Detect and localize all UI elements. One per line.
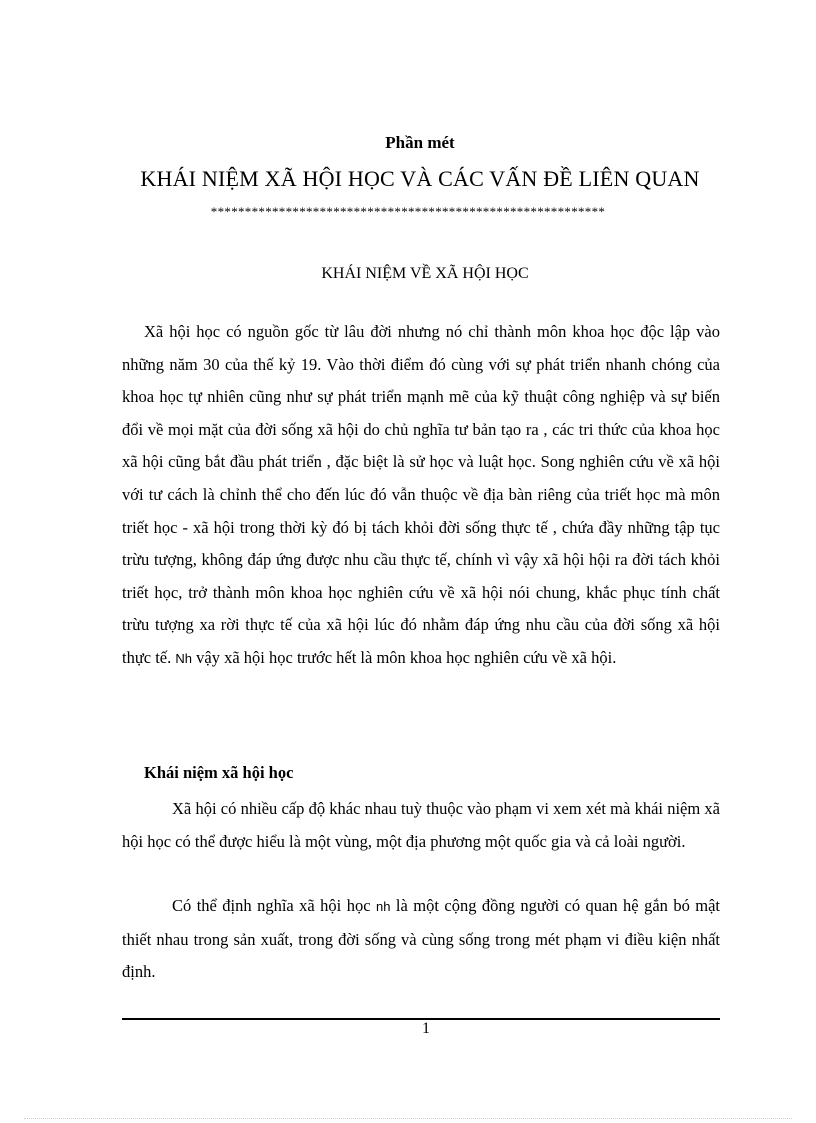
page-edge-dotted-line	[24, 1118, 792, 1119]
paragraph-origin-tail: vậy xã hội học trước hết là môn khoa học nghiên cứu về xã hội.	[196, 647, 617, 667]
part-label: Phần mét	[385, 133, 455, 152]
asterisk-separator: **********************************************************	[210, 204, 606, 219]
main-title: KHÁI NIỆM XÃ HỘI HỌC VÀ CÁC VẤN ĐỀ LIÊN QUAN	[140, 166, 700, 191]
paragraph-definition	[122, 890, 720, 989]
section-heading: KHÁI NIỆM VỀ XÃ HỘI HỌC	[321, 265, 529, 282]
paragraph-definition-tail: là một cộng đồng người có quan hệ gắn bó mật thiết nhau trong sản xuất, trong đời sống và cùng sống trong mét phạm vi điều kiện nhất định.	[122, 896, 721, 982]
subheading: Khái niệm xã hội học	[144, 763, 294, 782]
paragraph-origin-text: Xã hội học có nguồn gốc từ lâu đời nhưng nó chỉ thành môn khoa học độc lập vào những năm 30 của thế kỷ 19. Vào thời điểm đó cùng với sự phát triển nhanh chóng của khoa học tự nhiên cũng như sự phát triển mạnh mẽ của kỹ thuật công nghiệp và sự biến đổi về mọi mặt của đời sống xã hội do chủ nghĩa tư bản tạo ra , các tri thức của khoa học xã hội cũng bắt đầu phát triển , đặc biệt là sử học và luật học. Song nghiên cứu về xã hội với tư cách là chỉnh thể cho đến lúc đó vẫn thuộc về địa bàn riêng của triết học mà môn triết học - xã hội trong thời kỳ đó bị tách khỏi đời sống thực tế , chứa đầy những tập tục trừu tượng, không đáp ứng được nhu cầu thực tế, chính vì vậy xã hội hội ra đời tách khỏi triết học, trở thành môn khoa học nghiên cứu về xã hội nói chung, khắc phục tính chất trừu tượng xa rời thực tế của xã hội lúc đó nhằm đáp ứng nhu cầu của đời sống xã hội thực tế.	[122, 322, 720, 667]
paragraph-levels: Xã hội có nhiều cấp độ khác nhau tuỳ thuộc vào phạm vi xem xét mà khái niệm xã hội học có thể được hiểu là một vùng, một địa phương một quốc gia và cả loài người.	[122, 799, 720, 851]
page-number: 1	[422, 1020, 430, 1037]
paragraph-origin	[122, 316, 720, 676]
inline-abbrev: Nh	[175, 650, 193, 666]
paragraph-definition-text: Có thể định nghĩa xã hội học	[172, 896, 371, 915]
inline-abbrev: nh	[376, 899, 391, 914]
